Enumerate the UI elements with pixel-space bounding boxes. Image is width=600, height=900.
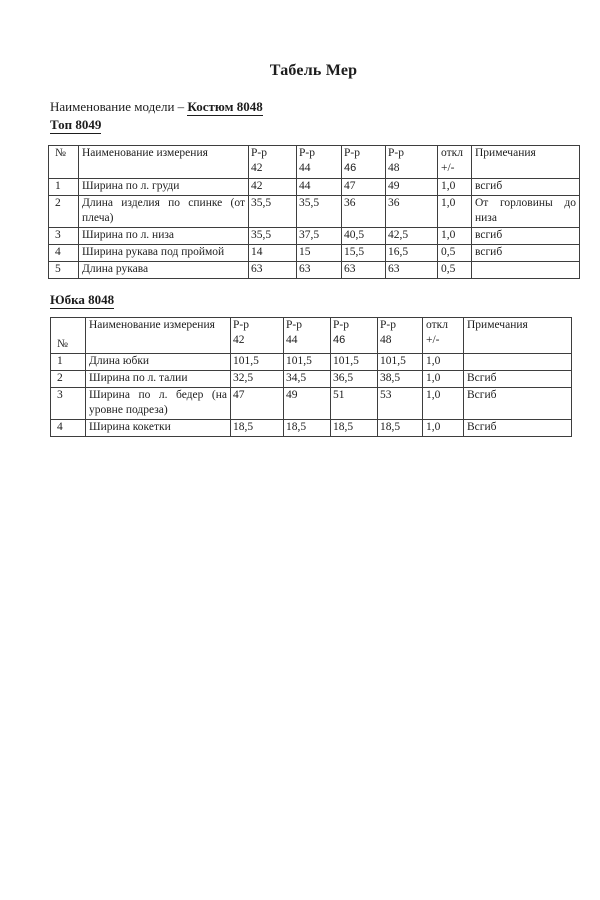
cell-note: [472, 262, 580, 279]
cell-size-48: 38,5: [378, 371, 423, 388]
cell-measurement-name: Ширина рукава под проймой: [79, 245, 249, 262]
cell-size-44: 35,5: [297, 196, 342, 228]
column-header-size-44: Р-р 44: [297, 146, 342, 179]
cell-size-42: 32,5: [231, 371, 284, 388]
table-row: [51, 371, 572, 388]
header-row: [49, 146, 580, 179]
column-header-row-number: №: [51, 318, 86, 354]
cell-size-48: 53: [378, 388, 423, 420]
cell-row-number: 5: [49, 262, 79, 279]
table-row: [49, 179, 580, 196]
table-row: [51, 354, 572, 371]
cell-size-44: 44: [297, 179, 342, 196]
table-row: [51, 420, 572, 437]
cell-size-48: 101,5: [378, 354, 423, 371]
cell-size-42: 47: [231, 388, 284, 420]
cell-size-44: 49: [284, 388, 331, 420]
cell-size-48: 63: [386, 262, 438, 279]
cell-row-number: 3: [49, 228, 79, 245]
cell-size-46: 36: [342, 196, 386, 228]
column-header-note: Примечания: [472, 146, 580, 179]
table-row: [51, 388, 572, 420]
cell-deviation: 0,5: [438, 262, 472, 279]
cell-deviation: 1,0: [423, 354, 464, 371]
cell-deviation: 1,0: [423, 388, 464, 420]
skirt-measurements-table: [50, 317, 572, 437]
cell-row-number: 2: [49, 196, 79, 228]
cell-size-48: 49: [386, 179, 438, 196]
table-row: [49, 228, 580, 245]
cell-deviation: 1,0: [438, 228, 472, 245]
cell-measurement-name: Ширина кокетки: [86, 420, 231, 437]
cell-measurement-name: Ширина по л. талии: [86, 371, 231, 388]
cell-size-46: 18,5: [331, 420, 378, 437]
cell-size-42: 42: [249, 179, 297, 196]
cell-row-number: 1: [49, 179, 79, 196]
skirt-section-heading-text: Юбка 8048: [50, 292, 115, 307]
top-measurements-table: [48, 145, 580, 279]
cell-row-number: 4: [51, 420, 86, 437]
column-header-deviation: откл +/-: [423, 318, 464, 354]
skirt-section-heading: [50, 291, 579, 308]
table-row: [49, 196, 580, 228]
table-row: [49, 262, 580, 279]
model-name-label: Наименование модели –: [50, 99, 185, 114]
cell-row-number: 4: [49, 245, 79, 262]
cell-deviation: 1,0: [438, 179, 472, 196]
cell-size-46: 15,5: [342, 245, 386, 262]
cell-deviation: 0,5: [438, 245, 472, 262]
cell-note: От горловины до низа: [472, 196, 580, 228]
cell-deviation: 1,0: [423, 420, 464, 437]
cell-size-46: 63: [342, 262, 386, 279]
column-header-size-46: Р-р 46: [331, 318, 378, 354]
cell-measurement-name: Ширина по л. груди: [79, 179, 249, 196]
column-header-size-46: Р-р 46: [342, 146, 386, 179]
top-section-heading: [50, 116, 579, 133]
cell-size-44: 15: [297, 245, 342, 262]
cell-size-42: 14: [249, 245, 297, 262]
column-header-measurement-name: Наименование измерения: [86, 318, 231, 354]
cell-size-48: 18,5: [378, 420, 423, 437]
cell-note: [464, 354, 572, 371]
cell-measurement-name: Длина юбки: [86, 354, 231, 371]
cell-size-42: 63: [249, 262, 297, 279]
cell-size-42: 35,5: [249, 228, 297, 245]
cell-size-46: 51: [331, 388, 378, 420]
column-header-row-number: №: [49, 146, 79, 179]
cell-size-46: 101,5: [331, 354, 378, 371]
column-header-size-42: Р-р 42: [249, 146, 297, 179]
cell-note: Всгиб: [464, 371, 572, 388]
cell-size-44: 18,5: [284, 420, 331, 437]
column-header-measurement-name: Наименование измерения: [79, 146, 249, 179]
cell-measurement-name: Длина изделия по спинке (от плеча): [79, 196, 249, 228]
cell-note: всгиб: [472, 245, 580, 262]
cell-measurement-name: Ширина по л. низа: [79, 228, 249, 245]
cell-size-46: 47: [342, 179, 386, 196]
cell-size-48: 36: [386, 196, 438, 228]
table-row: [49, 245, 580, 262]
column-header-size-48: Р-р 48: [386, 146, 438, 179]
cell-row-number: 1: [51, 354, 86, 371]
cell-size-48: 42,5: [386, 228, 438, 245]
document-title: Табель Мер: [269, 62, 358, 79]
cell-size-48: 16,5: [386, 245, 438, 262]
cell-size-42: 101,5: [231, 354, 284, 371]
cell-size-42: 18,5: [231, 420, 284, 437]
header-row: [51, 318, 572, 354]
model-name-value: Костюм 8048: [187, 99, 263, 114]
cell-measurement-name: Ширина по л. бедер (на уровне подреза): [86, 388, 231, 420]
cell-deviation: 1,0: [438, 196, 472, 228]
cell-row-number: 2: [51, 371, 86, 388]
cell-size-44: 34,5: [284, 371, 331, 388]
cell-size-44: 101,5: [284, 354, 331, 371]
cell-deviation: 1,0: [423, 371, 464, 388]
cell-size-44: 37,5: [297, 228, 342, 245]
cell-note: всгиб: [472, 179, 580, 196]
cell-note: Всгиб: [464, 420, 572, 437]
cell-size-46: 36,5: [331, 371, 378, 388]
cell-size-42: 35,5: [249, 196, 297, 228]
column-header-deviation: откл +/-: [438, 146, 472, 179]
cell-size-46: 40,5: [342, 228, 386, 245]
model-name-line: [50, 98, 579, 115]
column-header-size-44: Р-р 44: [284, 318, 331, 354]
cell-note: Всгиб: [464, 388, 572, 420]
top-section-heading-text: Топ 8049: [50, 117, 102, 132]
cell-size-44: 63: [297, 262, 342, 279]
column-header-note: Примечания: [464, 318, 572, 354]
column-header-size-48: Р-р 48: [378, 318, 423, 354]
cell-measurement-name: Длина рукава: [79, 262, 249, 279]
column-header-size-42: Р-р 42: [231, 318, 284, 354]
cell-note: всгиб: [472, 228, 580, 245]
cell-row-number: 3: [51, 388, 86, 420]
